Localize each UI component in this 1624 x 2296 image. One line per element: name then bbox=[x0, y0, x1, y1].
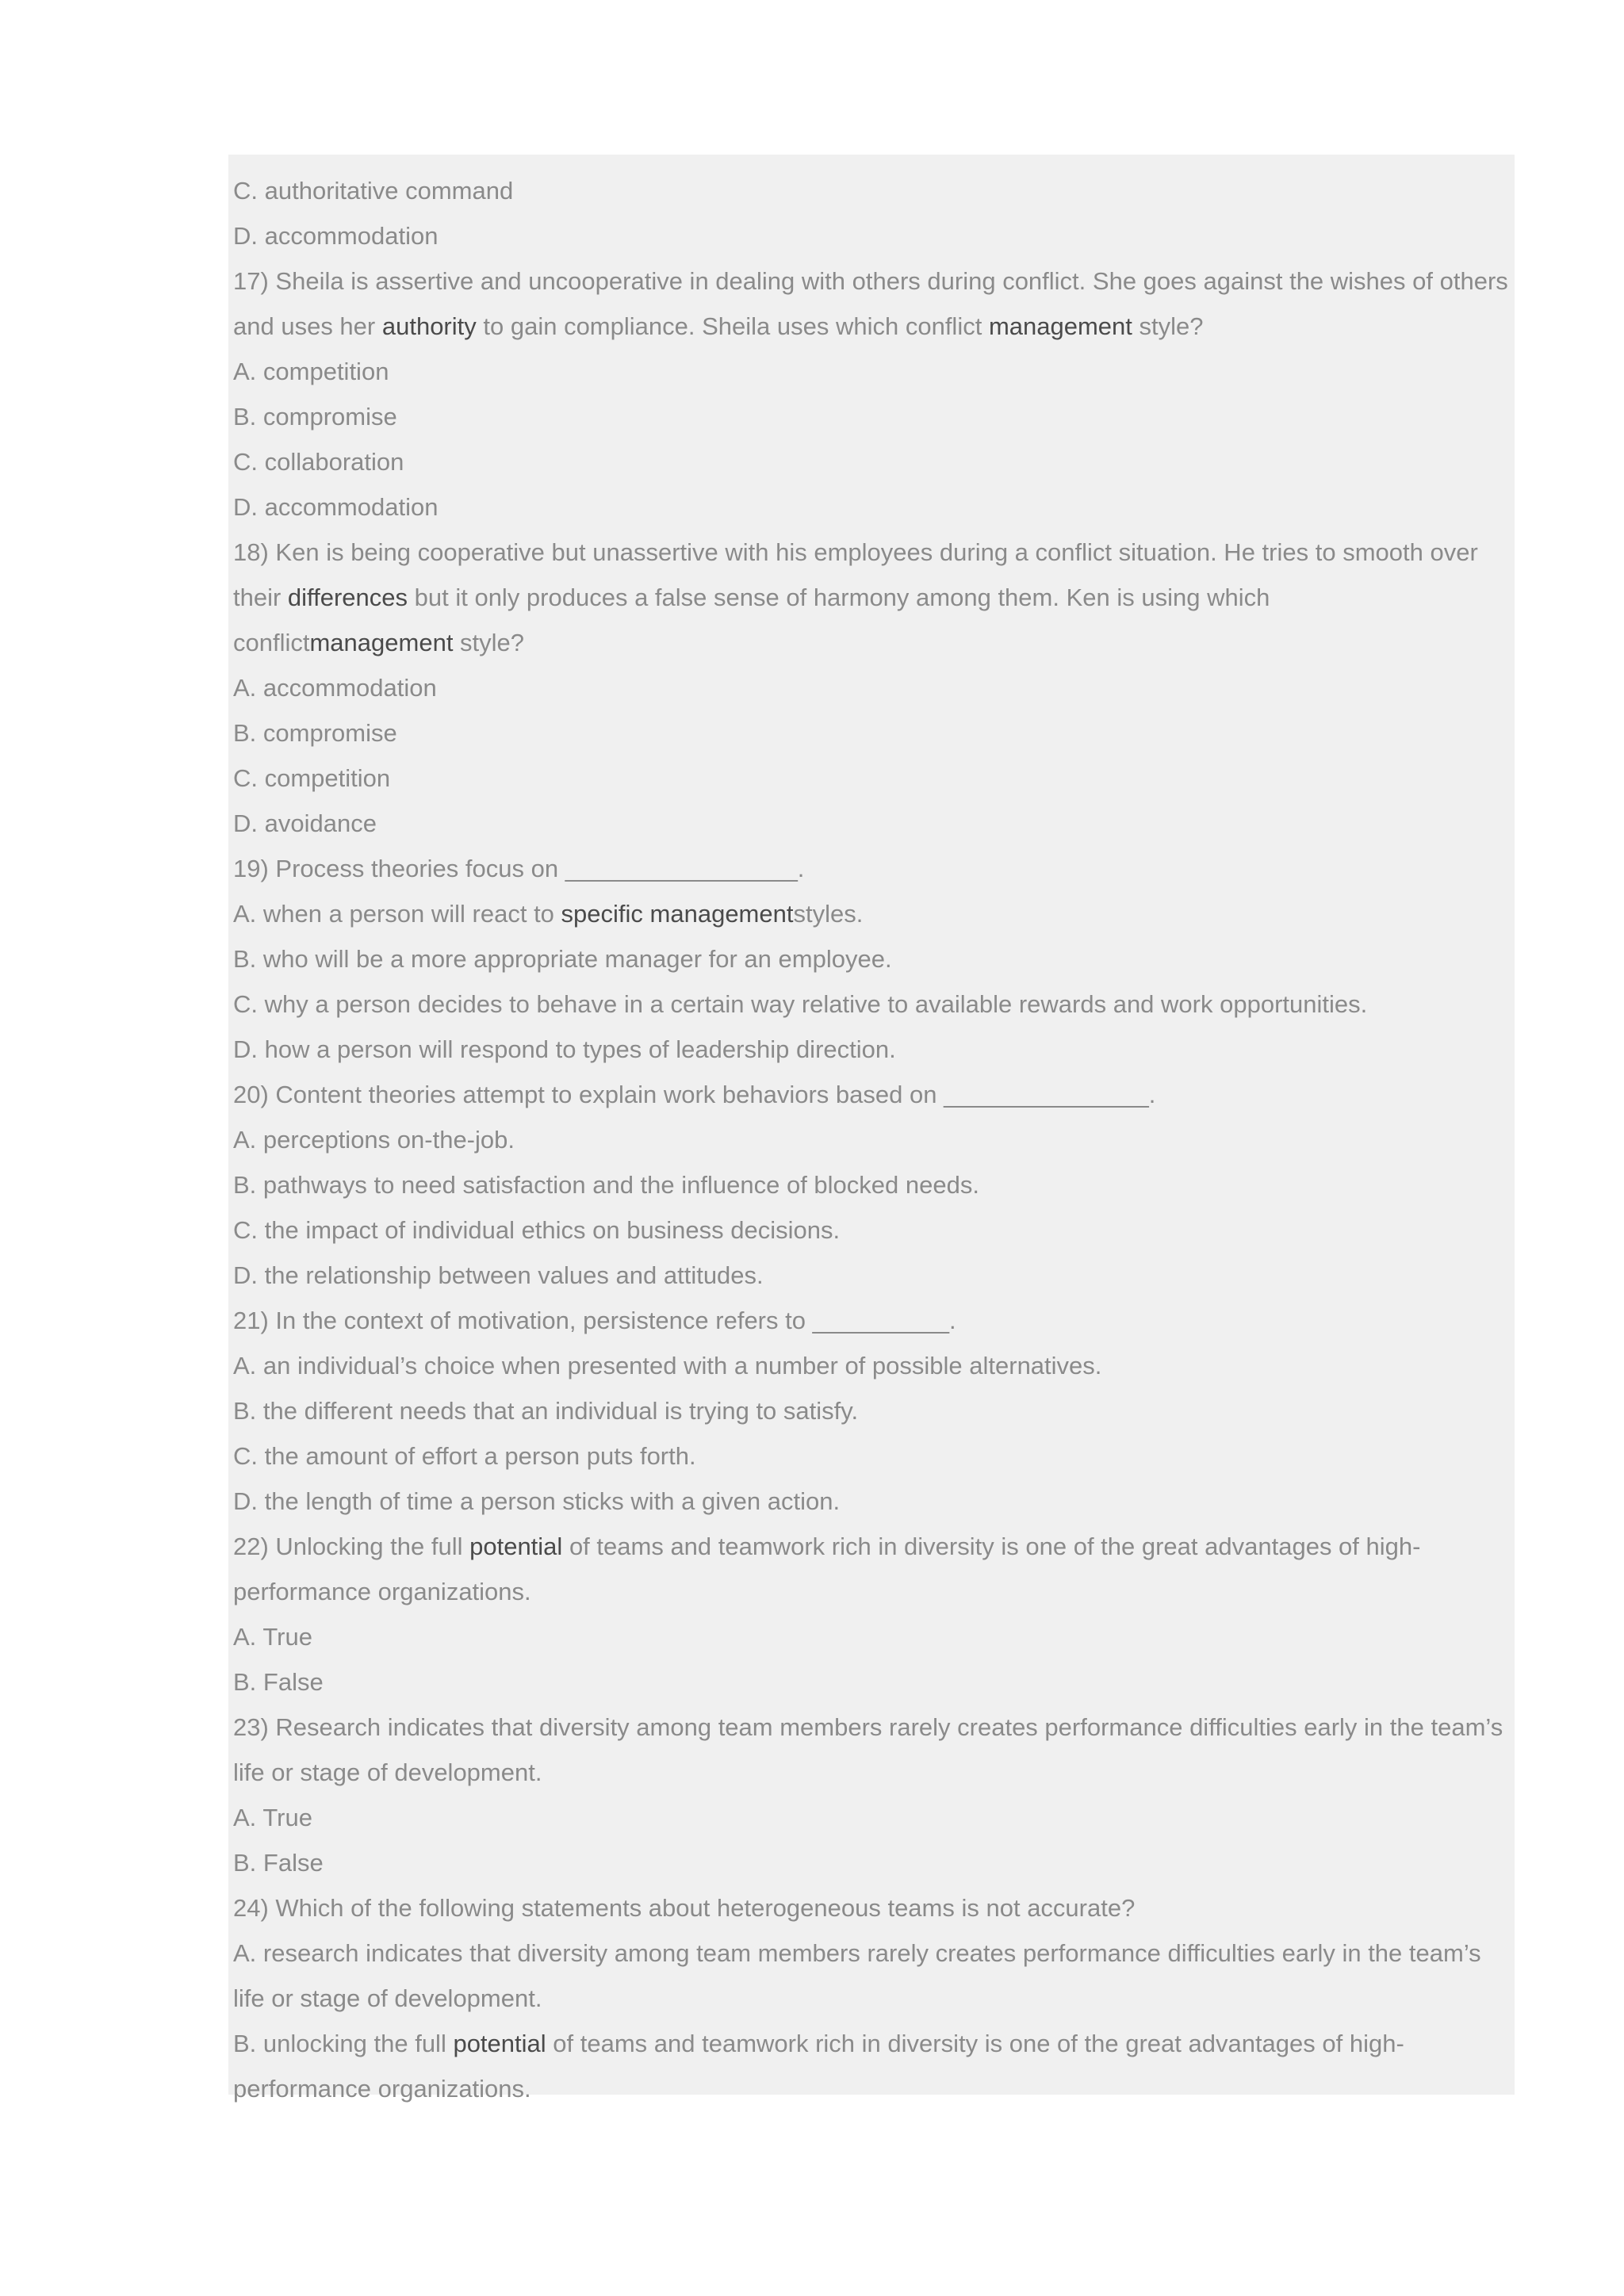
link-term[interactable]: management bbox=[988, 312, 1132, 340]
text-segment: C. the amount of effort a person puts forth. bbox=[233, 1442, 696, 1470]
text-segment: 22) Unlocking the full bbox=[233, 1533, 470, 1560]
text-line bbox=[233, 891, 1514, 936]
text-line bbox=[233, 2066, 1514, 2111]
text-line bbox=[233, 213, 1514, 258]
text-segment: B. compromise bbox=[233, 719, 397, 747]
text-segment: of teams and teamwork rich in diversity is one of the great advantages of high- bbox=[562, 1533, 1421, 1560]
text-line bbox=[233, 349, 1514, 394]
text-line bbox=[233, 1659, 1514, 1705]
text-segment: 24) Which of the following statements about heterogeneous teams is not accurate? bbox=[233, 1894, 1136, 1922]
text-segment: and uses her bbox=[233, 312, 382, 340]
text-segment: 18) Ken is being cooperative but unassertive with his employees during a conflict situation. He tries to smooth over bbox=[233, 538, 1478, 566]
text-segment: C. why a person decides to behave in a certain way relative to available rewards and work opportunities. bbox=[233, 990, 1368, 1018]
text-segment: B. who will be a more appropriate manager for an employee. bbox=[233, 945, 892, 973]
text-line bbox=[233, 1885, 1514, 1931]
text-line bbox=[233, 1162, 1514, 1207]
text-segment: B. the different needs that an individual is trying to satisfy. bbox=[233, 1397, 859, 1425]
link-term[interactable]: potential bbox=[469, 1533, 563, 1560]
text-segment: D. the relationship between values and attitudes. bbox=[233, 1261, 764, 1289]
text-segment: B. False bbox=[233, 1668, 324, 1696]
text-line bbox=[233, 756, 1514, 801]
text-segment: styles. bbox=[793, 900, 864, 928]
text-line bbox=[233, 710, 1514, 756]
text-line bbox=[233, 2021, 1514, 2066]
link-term[interactable]: specific management bbox=[561, 900, 794, 928]
text-line bbox=[233, 1433, 1514, 1479]
text-segment: B. unlocking the full bbox=[233, 2030, 454, 2057]
text-segment: D. the length of time a person sticks with a given action. bbox=[233, 1487, 841, 1515]
text-line bbox=[233, 575, 1514, 620]
text-segment: D. how a person will respond to types of leadership direction. bbox=[233, 1035, 896, 1063]
text-segment: A. accommodation bbox=[233, 674, 437, 702]
text-line bbox=[233, 1388, 1514, 1433]
text-segment: life or stage of development. bbox=[233, 1984, 542, 2012]
text-line bbox=[233, 982, 1514, 1027]
text-segment: life or stage of development. bbox=[233, 1758, 542, 1786]
text-segment: C. collaboration bbox=[233, 448, 404, 476]
text-line bbox=[233, 1343, 1514, 1388]
text-line bbox=[233, 1117, 1514, 1162]
link-term[interactable]: authority bbox=[381, 312, 477, 340]
text-line bbox=[233, 1072, 1514, 1117]
text-line bbox=[233, 439, 1514, 484]
text-segment: performance organizations. bbox=[233, 2075, 531, 2103]
text-segment: 21) In the context of motivation, persistence refers to __________. bbox=[233, 1307, 956, 1334]
text-segment: C. competition bbox=[233, 764, 391, 792]
text-segment: their bbox=[233, 584, 288, 611]
text-segment: B. pathways to need satisfaction and the influence of blocked needs. bbox=[233, 1171, 979, 1199]
text-segment: 17) Sheila is assertive and uncooperative in dealing with others during conflict. She goes against the wishes of others bbox=[233, 267, 1508, 295]
text-line bbox=[233, 1750, 1514, 1795]
text-segment: B. False bbox=[233, 1849, 324, 1877]
text-segment: B. compromise bbox=[233, 403, 397, 430]
text-line bbox=[233, 484, 1514, 530]
text-segment: A. an individual’s choice when presented with a number of possible alternatives. bbox=[233, 1352, 1102, 1380]
text-line bbox=[233, 846, 1514, 891]
text-line bbox=[233, 1614, 1514, 1659]
text-segment: to gain compliance. Sheila uses which conflict bbox=[476, 312, 989, 340]
text-line bbox=[233, 801, 1514, 846]
text-line bbox=[233, 665, 1514, 710]
text-segment: A. True bbox=[233, 1804, 312, 1831]
text-line bbox=[233, 1479, 1514, 1524]
question-text-body bbox=[233, 168, 1514, 2111]
text-segment: performance organizations. bbox=[233, 1578, 531, 1605]
text-segment: C. the impact of individual ethics on business decisions. bbox=[233, 1216, 841, 1244]
text-segment: D. avoidance bbox=[233, 809, 377, 837]
text-segment: D. accommodation bbox=[233, 222, 439, 250]
text-segment: A. competition bbox=[233, 358, 389, 385]
text-segment: A. perceptions on-the-job. bbox=[233, 1126, 515, 1154]
text-line bbox=[233, 1976, 1514, 2021]
text-segment: A. research indicates that diversity among team members rarely creates performance difficulties early in the team’s bbox=[233, 1939, 1481, 1967]
text-segment: C. authoritative command bbox=[233, 177, 514, 205]
link-term[interactable]: differences bbox=[287, 584, 408, 611]
link-term[interactable]: management bbox=[309, 629, 454, 656]
text-line bbox=[233, 1705, 1514, 1750]
text-line bbox=[233, 1253, 1514, 1298]
text-line bbox=[233, 620, 1514, 665]
text-segment: of teams and teamwork rich in diversity is one of the great advantages of high- bbox=[546, 2030, 1404, 2057]
text-segment: D. accommodation bbox=[233, 493, 439, 521]
text-segment: conflict bbox=[233, 629, 310, 656]
text-line bbox=[233, 1207, 1514, 1253]
text-line bbox=[233, 1027, 1514, 1072]
text-line bbox=[233, 1524, 1514, 1569]
text-segment: 19) Process theories focus on _________________. bbox=[233, 855, 805, 882]
text-line bbox=[233, 304, 1514, 349]
text-line bbox=[233, 168, 1514, 213]
text-line bbox=[233, 936, 1514, 982]
text-segment: 23) Research indicates that diversity among team members rarely creates performance difficulties early in the team’s bbox=[233, 1713, 1503, 1741]
document-page bbox=[228, 155, 1515, 2103]
text-line bbox=[233, 1298, 1514, 1343]
text-line bbox=[233, 530, 1514, 575]
text-line bbox=[233, 258, 1514, 304]
text-segment: A. True bbox=[233, 1623, 312, 1651]
text-line bbox=[233, 394, 1514, 439]
text-segment: style? bbox=[1132, 312, 1204, 340]
link-term[interactable]: potential bbox=[453, 2030, 546, 2057]
text-line bbox=[233, 1795, 1514, 1840]
text-segment: 20) Content theories attempt to explain work behaviors based on _______________. bbox=[233, 1081, 1156, 1108]
text-segment: A. when a person will react to bbox=[233, 900, 561, 928]
text-line bbox=[233, 1931, 1514, 1976]
text-segment: style? bbox=[453, 629, 525, 656]
text-line bbox=[233, 1840, 1514, 1885]
text-line bbox=[233, 1569, 1514, 1614]
text-segment: but it only produces a false sense of harmony among them. Ken is using which bbox=[408, 584, 1270, 611]
